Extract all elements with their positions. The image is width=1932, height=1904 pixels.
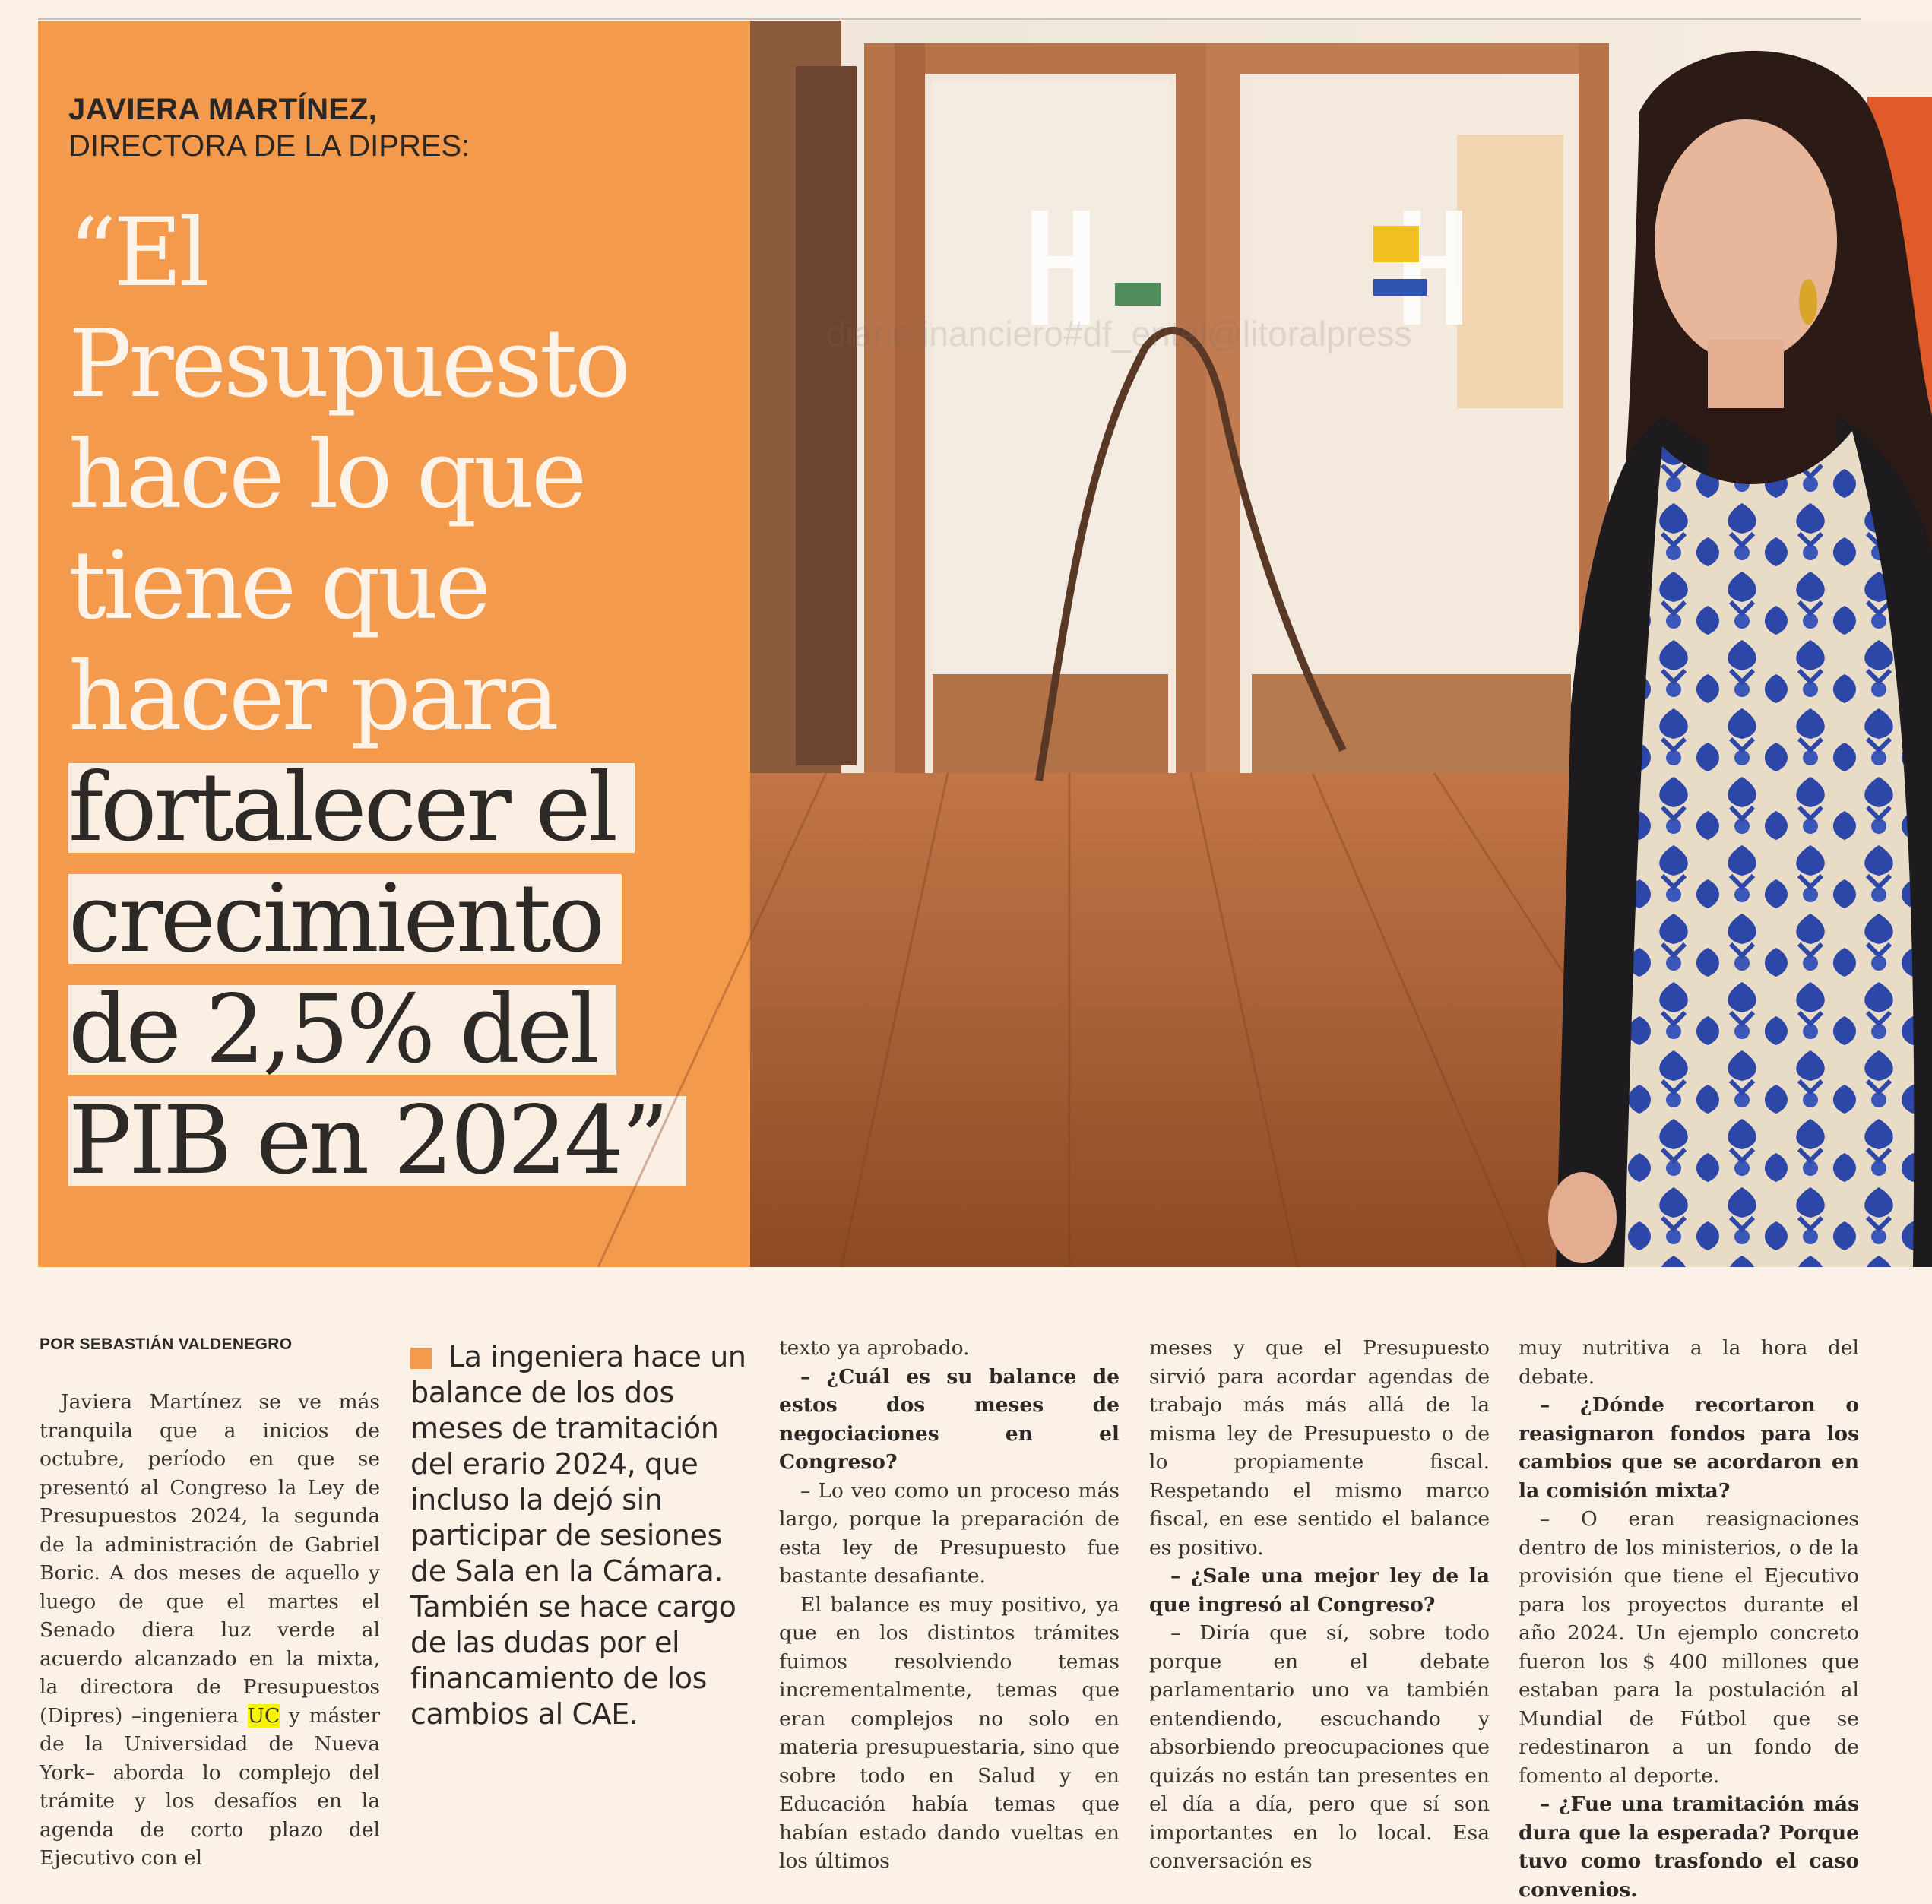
article-paragraph: meses y que el Presupuesto sirvió para acordar agendas de trabajo más más allá de la misma ley de Presupuesto o de lo propiamente fiscal. Respetando el mismo marco fiscal, en ese sentido el balance es positivo. (1149, 1336, 1490, 1560)
headline-line: tiene que (68, 531, 489, 641)
headline-line: hacer para (68, 642, 556, 752)
headline-line-boxed: de 2,5% del (68, 974, 737, 1085)
interview-question: – ¿Fue una tramitación más dura que la esperada? Porque tuvo como trasfondo el caso convenios. (1519, 1792, 1859, 1902)
portrait-photo (750, 21, 1932, 1267)
interview-question: – ¿Sale una mejor ley de la que ingresó al Congreso? (1149, 1564, 1490, 1617)
top-rule (38, 18, 1861, 20)
headline-quote (68, 198, 737, 1196)
article-column-4 (1149, 1334, 1490, 1876)
article-paragraph: El balance es muy positivo, ya que en los distintos trámites fuimos resolviendo temas incrementalmente, temas que eran complejos no solo en materia presupuestaria, sino que sobre todo en Salud y en Educación había temas que habían estado dando vueltas en los últimos (779, 1592, 1120, 1873)
article-deck (410, 1339, 752, 1732)
interviewee-byline (68, 91, 470, 164)
article-paragraph: Javiera Martínez se ve más tranquila que a inicios de octubre, período en que se presentó al Congreso la Ley de Presupuestos 2024, la segunda de la administración de Gabriel Boric. A dos meses de aquello y luego de que el martes el Senado diera luz verde al acuerdo alcanzado en la mixta, la directora de Presupuestos (Dipres) –ingeniera UC y máster de la Universidad de Nueva York– aborda lo complejo del trámite y los desafíos en la agenda de corto plazo del Ejecutivo con el (40, 1390, 380, 1870)
article-column-1 (40, 1388, 380, 1873)
interviewee-name: JAVIERA MARTÍNEZ, (68, 93, 378, 126)
article-paragraph: – Lo veo como un proceso más largo, porque la preparación de esta ley de Presupuesto fue bastante desafiante. (779, 1478, 1120, 1588)
highlighted-term: UC (247, 1703, 280, 1728)
article-column-5 (1519, 1334, 1859, 1904)
article-paragraph: – Diría que sí, sobre todo porque en el debate parlamentario uno va también entendiendo, escuchando y absorbiendo preocupaciones que quizás no están tan presentes en el día a día, pero que sí son importantes en lo local. Esa conversación es (1149, 1621, 1490, 1873)
interview-question: – ¿Cuál es su balance de estos dos meses de negociaciones en el Congreso? (779, 1364, 1120, 1474)
headline-line: “El (68, 198, 207, 308)
headline-line: Presupuesto (68, 309, 629, 419)
headline-line: hace lo que (68, 420, 584, 530)
headline-line-boxed: crecimiento (68, 863, 737, 974)
portrait-photo-illustration (750, 21, 1932, 1267)
article-column-3 (779, 1334, 1120, 1876)
watermark-text: diariofinanciero#df_entel@litoralpress (826, 314, 1412, 353)
article-paragraph: texto ya aprobado. (779, 1336, 970, 1360)
headline-line-boxed: PIB en 2024” (68, 1085, 737, 1196)
interview-question: – ¿Dónde recortaron o reasignaron fondos para los cambios que se acordaron en la comisión mixta? (1519, 1393, 1859, 1503)
article-author: POR SEBASTIÁN VALDENEGRO (40, 1335, 293, 1353)
article-paragraph: – O eran reasignaciones dentro de los ministerios, o de la provisión que tiene el Ejecutivo para los proyectos durante el año 2024. Un ejemplo concreto fueron los $ 400 millones que estaban para la postulación al Mundial de Fútbol que se redestinaron a un fondo de fomento al deporte. (1519, 1507, 1859, 1788)
article-paragraph: muy nutritiva a la hora del debate. (1519, 1336, 1859, 1389)
headline-line-boxed: fortalecer el (68, 752, 737, 863)
deck-text: La ingeniera hace un balance de los dos meses de tramitación del erario 2024, que incluso la dejó sin participar de sesiones de Sala en la Cámara. También se hace cargo de las dudas por el financamiento de los cambios al CAE. (410, 1340, 746, 1731)
interviewee-role: DIRECTORA DE LA DIPRES: (68, 129, 470, 163)
